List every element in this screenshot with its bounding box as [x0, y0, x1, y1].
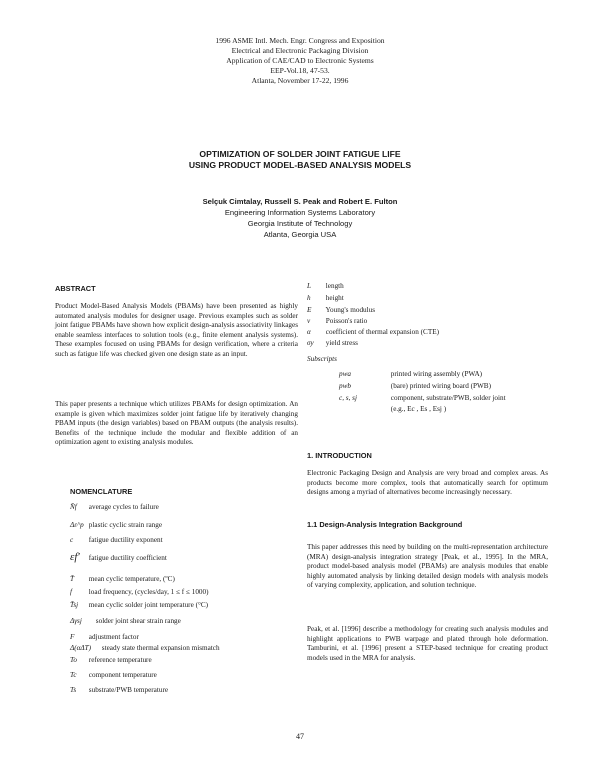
nomenclature-desc: Young's modulus [325, 306, 376, 314]
nomenclature-item [70, 503, 159, 511]
nomenclature-symbol: T̄ [70, 575, 74, 583]
nomenclature-desc: coefficient of thermal expansion (CTE) [325, 328, 440, 336]
nomenclature-desc: Poisson's ratio [325, 317, 368, 325]
subscript-desc: printed wiring assembly (PWA) [390, 370, 483, 378]
subscript-item [339, 405, 446, 413]
nomenclature-item [307, 317, 367, 325]
nomenclature-desc: average cycles to failure [88, 503, 159, 511]
introduction-paragraph-3: Peak, et al. [1996] describe a methodology for creating such analysis modules and highlight applications to PWB warpage and plated through hole deformation. Tamburini, et al. [1996] present a STEP-based technique for creating product models used in the MRA for analysis. [307, 625, 548, 662]
nomenclature-desc: fatigue ductility exponent [88, 536, 163, 544]
abstract-heading: ABSTRACT [55, 284, 96, 293]
nomenclature-item [307, 282, 344, 290]
nomenclature-desc: yield stress [325, 339, 358, 347]
nomenclature-desc: mean cyclic temperature, (ºC) [88, 575, 175, 583]
nomenclature-symbol: Tc [70, 671, 77, 679]
subscript-item [339, 382, 491, 390]
affiliation-line: Georgia Institute of Technology [247, 219, 353, 228]
title-line-1: OPTIMIZATION OF SOLDER JOINT FATIGUE LIFE [199, 149, 401, 159]
nomenclature-desc: component temperature [88, 671, 157, 679]
title-line-2: USING PRODUCT MODEL-BASED ANALYSIS MODELS [188, 160, 412, 170]
introduction-paragraph-1: Electronic Packaging Design and Analysis are very broad and complex areas. As products become more complex, tools that automatically search for optimum designs among a myriad of alternatives become increasingly necessary. [307, 469, 548, 497]
nomenclature-symbol: Ts [70, 686, 77, 694]
introduction-paragraph-2: This paper addresses this need by building on the multi-representation architecture (MRA) design-analysis integration strategy [Peak, et al., 1995]. In the MRA, product model-based analysis model (PBAMs) are analysis modules that enable highly automated analysis by linking detailed design models with analysis models of varying complexity, application, and solution technique. [307, 543, 548, 590]
paper-title [0, 149, 600, 171]
nomenclature-desc: reference temperature [88, 656, 152, 664]
subscript-desc: (bare) printed wiring board (PWB) [390, 382, 491, 390]
nomenclature-symbol: L [307, 282, 311, 290]
nomenclature-symbol: Δε^p [70, 521, 84, 529]
nomenclature-symbol: f [70, 588, 72, 596]
nomenclature-desc: fatigue ductility coefficient [88, 554, 167, 562]
nomenclature-item [70, 644, 220, 652]
nomenclature-item [307, 306, 375, 314]
nomenclature-heading: NOMENCLATURE [70, 487, 133, 496]
nomenclature-symbol: Δγsj [70, 617, 82, 625]
subscript-symbol: c, s, sj [339, 394, 357, 402]
nomenclature-symbol: T̄sj [70, 601, 79, 609]
nomenclature-item [70, 551, 167, 563]
nomenclature-item [307, 294, 344, 302]
subscript-symbol: pwa [339, 370, 351, 378]
nomenclature-symbol: εf′ [70, 551, 80, 563]
subscript-item [339, 394, 506, 402]
nomenclature-symbol: α [307, 328, 311, 336]
subscript-item [339, 370, 482, 378]
nomenclature-item [70, 536, 163, 544]
nomenclature-symbol: Δ(αΔT) [70, 644, 91, 652]
nomenclature-desc: mean cyclic solder joint temperature (°C) [88, 601, 209, 609]
nomenclature-symbol: To [70, 656, 77, 664]
nomenclature-desc: substrate/PWB temperature [88, 686, 169, 694]
affiliation-line: Atlanta, Georgia USA [263, 230, 337, 239]
subscript-desc: component, substrate/PWB, solder joint [390, 394, 506, 402]
conference-line: 1996 ASME Intl. Mech. Engr. Congress and Exposition [215, 36, 385, 45]
conference-line: Atlanta, November 17-22, 1996 [251, 76, 349, 85]
nomenclature-item [70, 521, 162, 529]
abstract-paragraph-2: This paper presents a technique which utilizes PBAMs for design optimization. An example is given which maximizes solder joint fatigue life by iteratively changing PBAM inputs (the design variables) based on PBAM outputs (the analysis results). Benefits of the technique include the modular and flexible addition of an optimization agent to existing analysis modules. [55, 400, 298, 447]
conference-line: Electrical and Electronic Packaging Division [231, 46, 369, 55]
nomenclature-desc: plastic cyclic strain range [88, 521, 163, 529]
nomenclature-item [70, 686, 168, 694]
nomenclature-symbol: c [70, 536, 74, 544]
nomenclature-symbol: F [70, 633, 75, 641]
affiliation-line: Engineering Information Systems Laboratory [224, 208, 376, 217]
nomenclature-symbol: ν [307, 317, 311, 325]
abstract-paragraph-1: Product Model-Based Analysis Models (PBAMs) have been presented as highly automated analysis modules for designer usage. Previous examples such as solder joint fatigue PBAMs have shown how explicit design-analysis associativity linkages enable seamless interfaces to solution tools (e.g., finite element analysis systems). These examples focused on using PBAMs for design verification, where a criteria such as fatigue life was checked given one design state as an input. [55, 302, 298, 358]
nomenclature-desc: steady state thermal expansion mismatch [101, 644, 220, 652]
page-number: 47 [296, 732, 304, 741]
nomenclature-item [70, 617, 181, 625]
nomenclature-item [70, 656, 152, 664]
subscript-symbol: pwb [339, 382, 351, 390]
nomenclature-desc: load frequency, (cycles/day, 1 ≤ f ≤ 1000) [88, 588, 209, 596]
nomenclature-item [70, 601, 208, 609]
nomenclature-desc: length [325, 282, 344, 290]
nomenclature-item [70, 575, 175, 583]
nomenclature-symbol: E [307, 306, 312, 314]
conference-line: EEP-Vol.18, 47-53. [270, 66, 330, 75]
section-1-1-heading: 1.1 Design-Analysis Integration Background [307, 520, 463, 529]
author-names: Selçuk Cimtalay, Russell S. Peak and Robert E. Fulton [202, 197, 398, 206]
nomenclature-symbol: σy [307, 339, 314, 347]
introduction-heading: 1. INTRODUCTION [307, 451, 372, 460]
nomenclature-desc: adjustment factor [88, 633, 139, 641]
subscripts-label: Subscripts [307, 355, 337, 363]
nomenclature-desc: height [325, 294, 344, 302]
nomenclature-item [70, 633, 139, 641]
author-block [0, 196, 600, 240]
nomenclature-item [307, 328, 439, 336]
conference-header [0, 36, 600, 86]
subscript-desc: (e.g., Ec , Es , Esj ) [390, 405, 447, 413]
nomenclature-item [307, 339, 358, 347]
nomenclature-symbol: N̄f [70, 503, 77, 511]
nomenclature-item [70, 588, 209, 596]
nomenclature-desc: solder joint shear strain range [95, 617, 181, 625]
nomenclature-symbol: h [307, 294, 311, 302]
conference-line: Application of CAE/CAD to Electronic Systems [226, 56, 374, 65]
nomenclature-item [70, 671, 157, 679]
